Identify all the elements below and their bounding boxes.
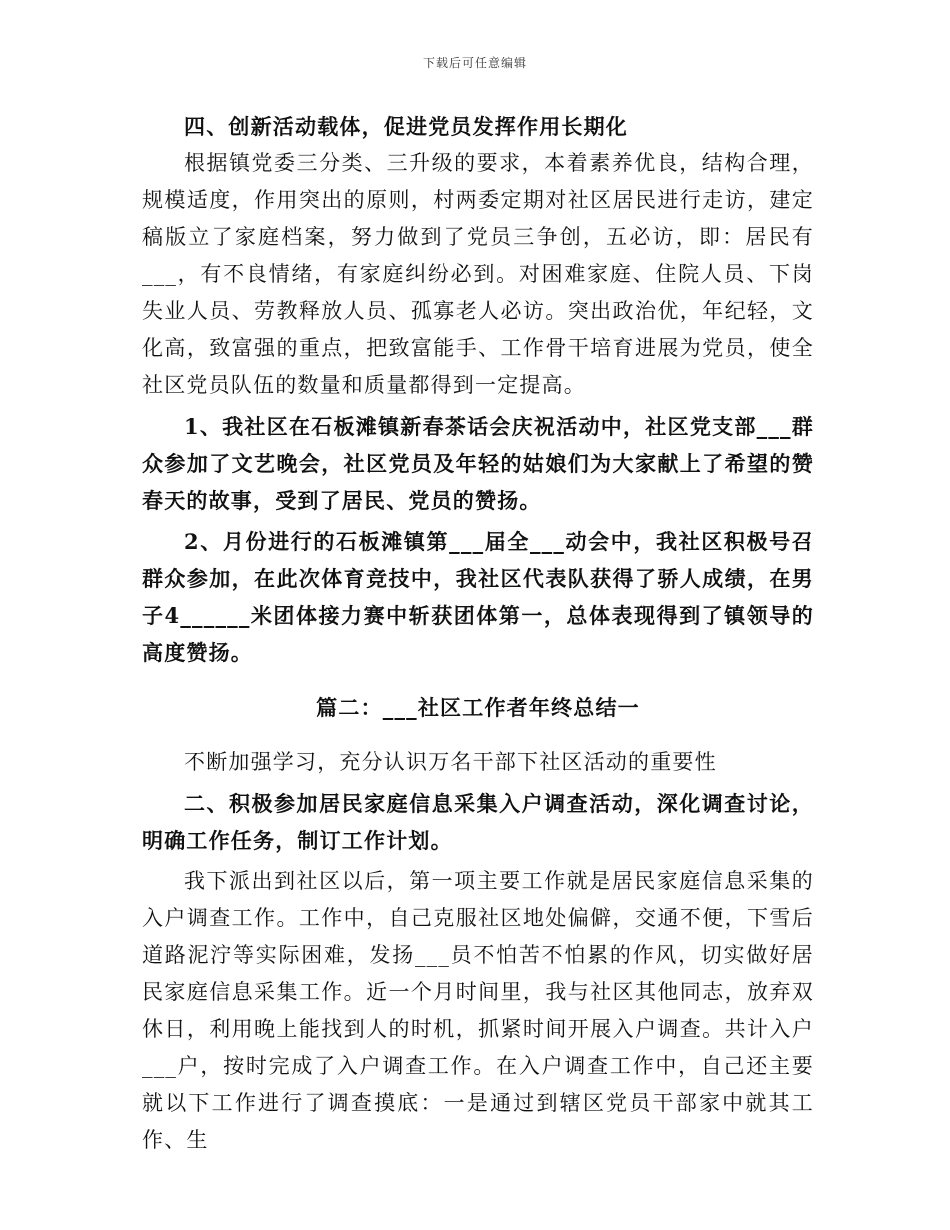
page-header: 下载后可任意编辑	[422, 56, 527, 70]
document-body	[142, 108, 814, 1159]
article-title: 篇二：___社区工作者年终总结一	[316, 695, 640, 720]
paragraph-survey: 我下派出到社区以后，第一项主要工作就是居民家庭信息采集的入户调查工作。工作中，自己克服社区地处偏僻，交通不便，下雪后道路泥泞等实际困难，发扬___员不怕苦不怕累的作风，切实做好居民家庭信息采集工作。近一个月时间里，我与社区其他同志，放弃双休日，利用晚上能找到人的时机，抓紧时间开展入户调查。共计入户___户，按时完成了入户调查工作。在入户调查工作中，自己还主要就以下工作进行了调查摸底：一是通过到辖区党员干部家中就其工作、生	[142, 869, 814, 1152]
list-item-sports-meet: 2、月份进行的石板滩镇第___届全___动会中，我社区积极号召群众参加，在此次体育竞技中，我社区代表队获得了骄人成绩，在男子4______米团体接力赛中斩获团体第一，总体表现得到了镇领导的高度赞扬。	[142, 529, 814, 665]
list-item-tea-party: 1、我社区在石板滩镇新春茶话会庆祝活动中，社区党支部___群众参加了文艺晚会，社区党员及年轻的姑娘们为大家献上了希望的赞春天的故事，受到了居民、党员的赞扬。	[142, 414, 814, 513]
section-heading-two: 二、积极参加居民家庭信息采集入户调查活动，深化调查讨论，明确工作任务，制订工作计划。	[142, 791, 814, 853]
paragraph-study: 不断加强学习，充分认识万名干部下社区活动的重要性	[184, 750, 717, 774]
section-heading-four: 四、创新活动载体，促进党员发挥作用长期化	[184, 114, 628, 139]
paragraph-family-archives: 根据镇党委三分类、三升级的要求，本着素养优良，结构合理，规模适度，作用突出的原则，村两委定期对社区居民进行走访，建定稿版立了家庭档案，努力做到了党员三争创，五必访，即：居民有___，有不良情绪，有家庭纠纷必到。对困难家庭、住院人员、下岗失业人员、劳教释放人员、孤寡老人必访。突出政治优，年纪轻，文化高，致富强的重点，把致富能手、工作骨干培育进展为党员，使全社区党员队伍的数量和质量都得到一定提高。	[142, 151, 814, 397]
